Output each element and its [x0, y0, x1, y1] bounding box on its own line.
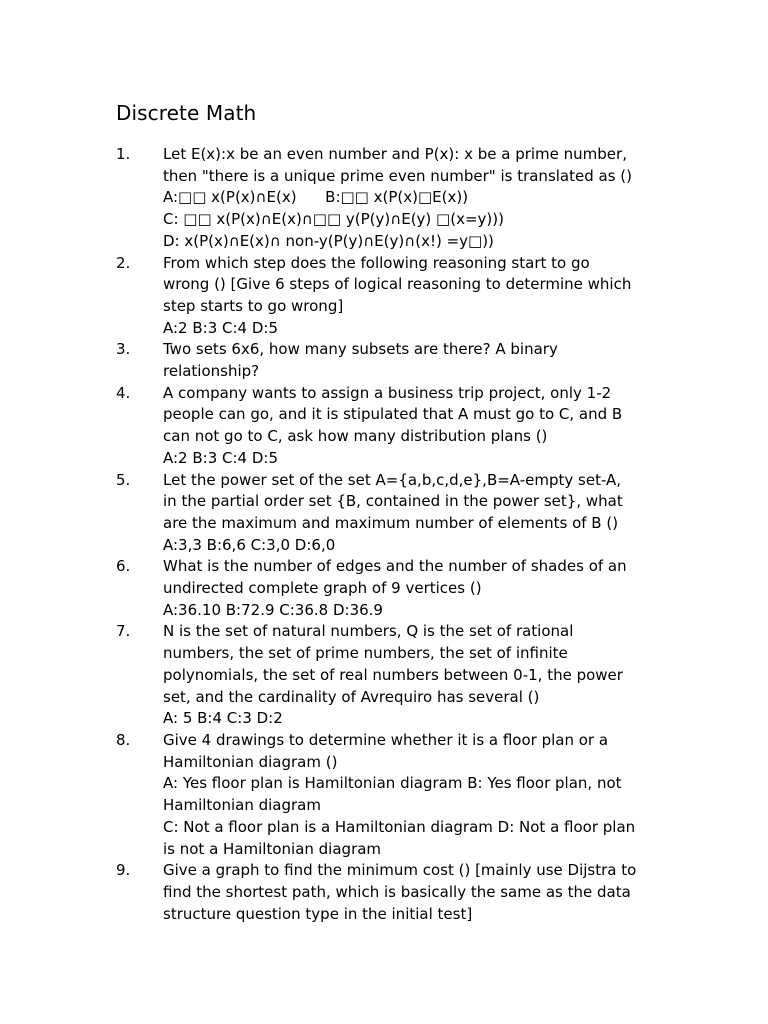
question-item	[116, 860, 676, 925]
question-item	[116, 470, 676, 557]
question-text-line: Hamiltonian diagram ()	[163, 752, 338, 771]
question-text-line: A:□□ x(P(x)∩E(x) B:□□ x(P(x)□E(x))	[163, 188, 469, 207]
question-item	[116, 556, 676, 621]
question-text-line: Give 4 drawings to determine whether it is a floor plan or a	[163, 730, 609, 749]
question-text-line: structure question type in the initial test]	[163, 904, 473, 923]
question-body	[163, 621, 676, 730]
question-item	[116, 253, 676, 340]
question-text-line: numbers, the set of prime numbers, the set of infinite	[163, 644, 568, 663]
question-text-line: A: Yes floor plan is Hamiltonian diagram B: Yes floor plan, not	[163, 774, 622, 793]
question-text-line: can not go to C, ask how many distribution plans ()	[163, 427, 548, 446]
question-number: 9.	[116, 861, 131, 880]
question-number: 5.	[116, 470, 131, 489]
question-body	[163, 470, 676, 557]
question-text-line: relationship?	[163, 362, 260, 381]
question-number: 6.	[116, 557, 131, 576]
question-body	[163, 144, 676, 253]
question-number: 4.	[116, 383, 131, 402]
question-text-line: Give a graph to find the minimum cost () [mainly use Dijstra to	[163, 861, 637, 880]
question-text-line: then "there is a unique prime even number" is translated as ()	[163, 166, 632, 185]
question-text-line: step starts to go wrong]	[163, 296, 344, 315]
question-text-line: undirected complete graph of 9 vertices ()	[163, 579, 482, 598]
question-text-line: What is the number of edges and the number of shades of an	[163, 557, 627, 576]
question-item	[116, 621, 676, 730]
question-number: 7.	[116, 622, 131, 641]
question-text-line: N is the set of natural numbers, Q is the set of rational	[163, 622, 574, 641]
question-body	[163, 730, 676, 860]
question-text-line: is not a Hamiltonian diagram	[163, 839, 382, 858]
question-item	[116, 339, 676, 382]
question-body	[163, 556, 676, 621]
question-number: 1.	[116, 145, 131, 163]
question-text-line: A company wants to assign a business trip project, only 1-2	[163, 383, 612, 402]
question-text-line: A:2 B:3 C:4 D:5	[163, 318, 279, 337]
question-body	[163, 339, 676, 382]
question-list	[116, 144, 676, 925]
question-text-line: people can go, and it is stipulated that A must go to C, and B	[163, 405, 623, 424]
question-item	[116, 730, 676, 860]
question-text-line: Two sets 6x6, how many subsets are there? A binary	[163, 340, 558, 359]
question-text-line: Hamiltonian diagram	[163, 796, 321, 815]
question-number: 8.	[116, 730, 131, 749]
question-text-line: in the partial order set {B, contained in the power set}, what	[163, 492, 623, 511]
question-body	[163, 253, 676, 340]
question-text-line: A:2 B:3 C:4 D:5	[163, 448, 279, 467]
question-body	[163, 383, 676, 470]
question-item	[116, 383, 676, 470]
question-text-line: A: 5 B:4 C:3 D:2	[163, 709, 283, 728]
question-text-line: find the shortest path, which is basically the same as the data	[163, 882, 631, 901]
question-number: 2.	[116, 253, 131, 272]
page-title: Discrete Math	[116, 101, 257, 125]
question-text-line: set, and the cardinality of Avrequiro has several ()	[163, 687, 540, 706]
question-text-line: are the maximum and maximum number of elements of B ()	[163, 513, 619, 532]
question-text-line: Let the power set of the set A={a,b,c,d,e},B=A-empty set-A,	[163, 470, 622, 489]
question-text-line: From which step does the following reasoning start to go	[163, 253, 590, 272]
question-text-line: polynomials, the set of real numbers between 0-1, the power	[163, 665, 623, 684]
question-text-line: Let E(x):x be an even number and P(x): x be a prime number,	[163, 145, 627, 163]
question-text-line: C: Not a floor plan is a Hamiltonian diagram D: Not a floor plan	[163, 817, 636, 836]
question-text-line: C: □□ x(P(x)∩E(x)∩□□ y(P(y)∩E(y) □(x=y)))	[163, 210, 504, 229]
question-item	[116, 144, 676, 253]
question-text-line: A:36.10 B:72.9 C:36.8 D:36.9	[163, 600, 383, 619]
question-body	[163, 860, 676, 925]
question-text-line: wrong () [Give 6 steps of logical reasoning to determine which	[163, 275, 632, 294]
question-number: 3.	[116, 340, 131, 359]
question-text-line: A:3,3 B:6,6 C:3,0 D:6,0	[163, 535, 336, 554]
question-text-line: D: x(P(x)∩E(x)∩ non-y(P(y)∩E(y)∩(x!) =y□))	[163, 231, 494, 250]
